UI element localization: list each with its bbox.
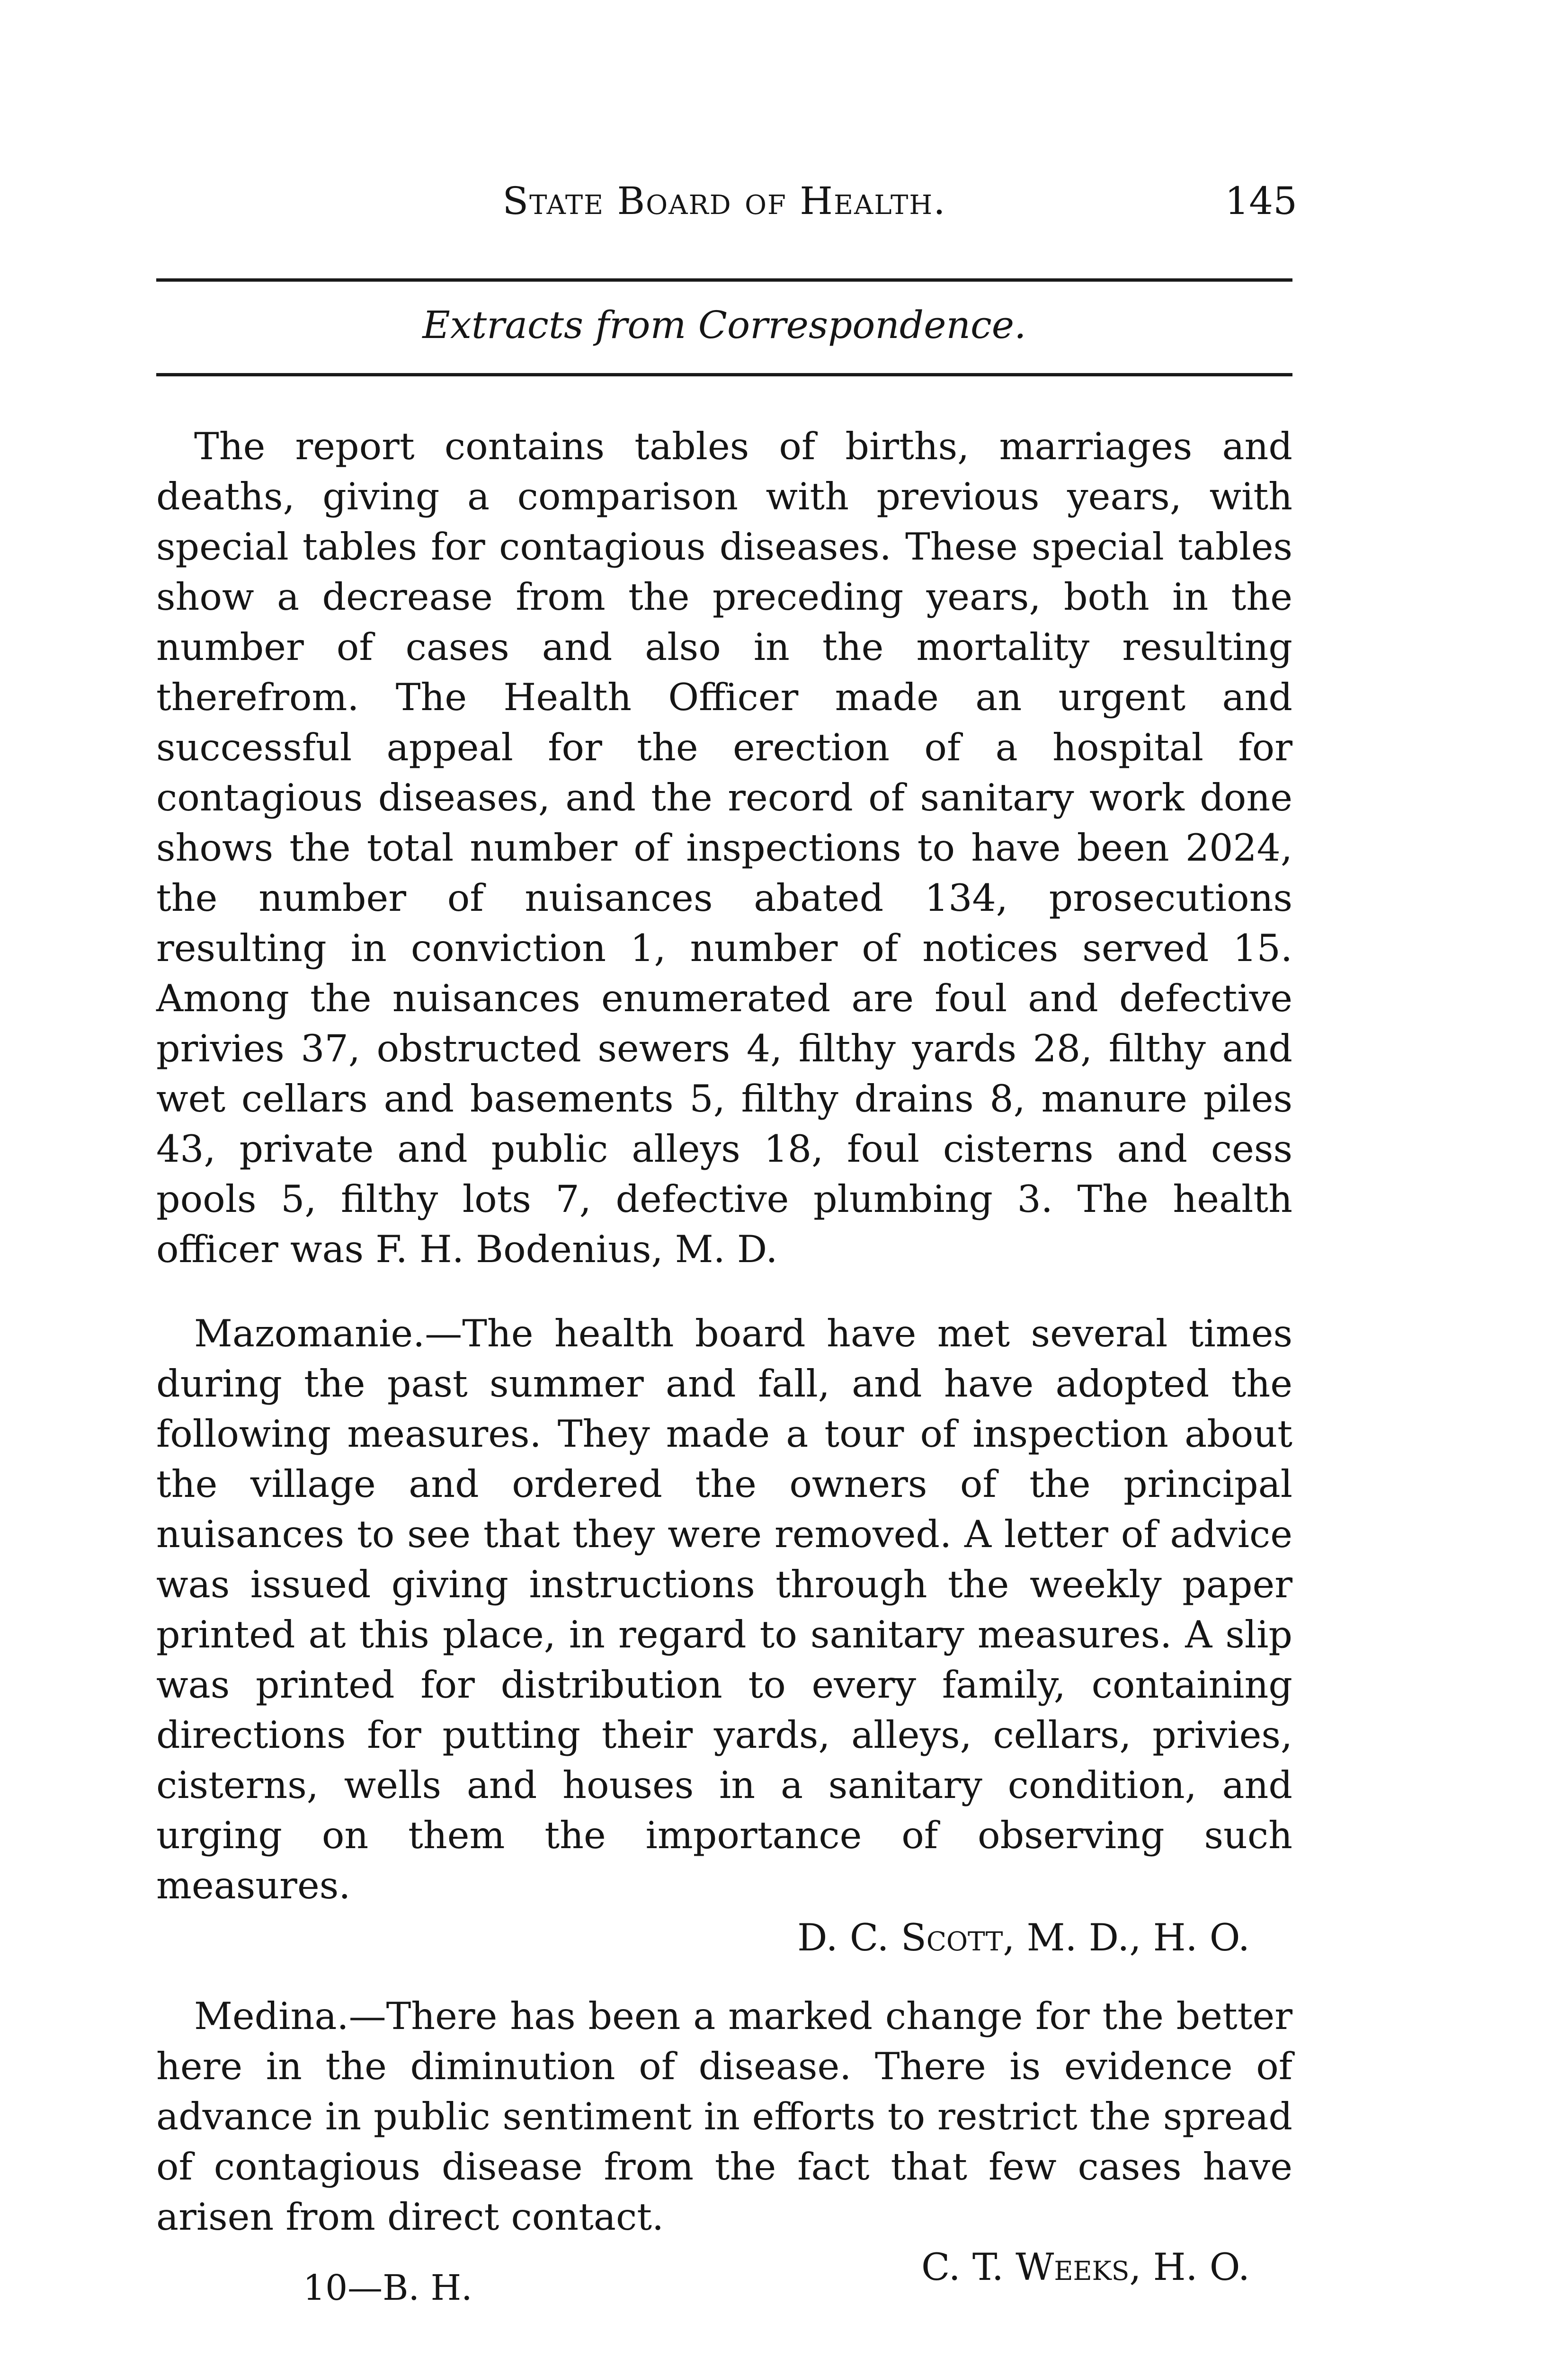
paragraph-report: The report contains tables of births, marriages and deaths, giving a comparison with previous years, with special tables for contagious diseases. These special tables show a decrease from the preceding years, both in the number of cases and also in the mortality resulting therefrom. The Health Officer made an urgent and successful appeal for the erection of a hospital for contagious diseases, and the record of sanitary work done shows the total number of inspections to have been 2024, the number of nuisances abated 134, prosecutions resulting in conviction 1, number of notices served 15. Among the nuisances enumerated are foul and defective privies 37, obstructed sewers 4, filthy yards 28, filthy and wet cellars and basements 5, filthy drains 8, manure piles 43, private and public alleys 18, foul cisterns and cess pools 5, filthy lots 7, defective plumbing 3. The health officer was F. H. Bodenius, M. D. [156,425,1292,1271]
running-title: State Board of Health. [502,179,946,223]
body-text [156,421,1292,2292]
paragraph-medina: Medina.—There has been a marked change for the better here in the diminution of disease. There is evidence of advance in public sentiment in efforts to restrict the spread of contagious disease from the fact that few cases have arisen from direct contact. [156,1994,1292,2239]
document-page [156,0,1297,2367]
paragraph-gap [156,1963,1292,1991]
page-number: 145 [1225,179,1297,223]
paragraph-gap [156,1274,1292,1308]
paragraph-mazomanie: Mazomanie.—The health board have met several times during the past summer and fall, and have adopted the following measures. They made a tour of inspection about the village and ordered the owners of the principal nuisances to see that they were removed. A letter of advice was issued giving instructions through the weekly paper printed at this place, in regard to sanitary measures. A slip was printed for distribution to every family, containing directions for putting their yards, alleys, cellars, privies, cisterns, wells and houses in a sanitary condition, and urging on them the importance of observing such measures. [156,1312,1292,1907]
running-head [156,179,1297,223]
signature-mark: 10—B. H. [303,2268,472,2308]
section-title: Extracts from Correspondence. [422,303,1026,347]
bottom-rule [156,373,1292,376]
signature-weeks: C. T. Weeks, H. O. [921,2245,1250,2289]
top-rule [156,278,1292,282]
signature-scott: D. C. Scott, M. D., H. O. [797,1916,1250,1959]
